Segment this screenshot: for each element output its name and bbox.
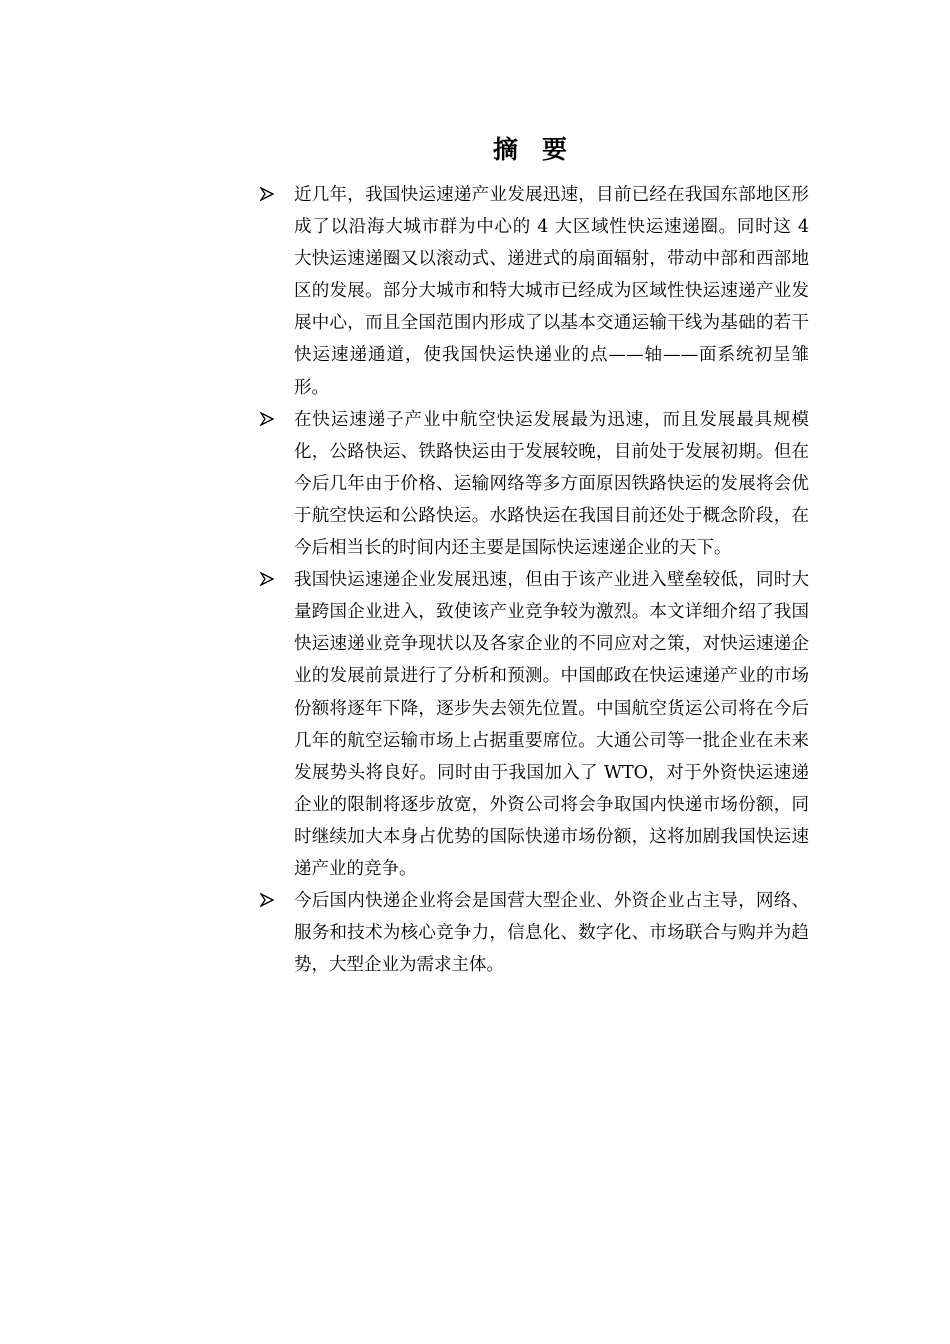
arrow-bullet-icon — [260, 412, 274, 426]
list-item-text: 近几年，我国快运速递产业发展迅速，目前已经在我国东部地区形成了以沿海大城市群为中心的 4 大区域性快运速递圈。同时这 4 大快运速递圈又以滚动式、递进式的扇面辐射，带动中部和西部地区的发展。部分大城市和特大城市已经成为区域性快运速递产业发展中心，而且全国范围内形成了以基本交通运输干线为基础的若干快运速递通道，使我国快运快递业的点——轴——面系统初呈雏形。 — [294, 185, 809, 398]
list-item-text: 在快运速递子产业中航空快运发展最为迅速，而且发展最具规模化，公路快运、铁路快运由于发展较晚，目前处于发展初期。但在今后几年由于价格、运输网络等多方面原因铁路快运的发展将会优于航空快运和公路快运。水路快运在我国目前还处于概念阶段，在今后相当长的时间内还主要是国际快运速递企业的天下。 — [294, 409, 809, 559]
list-item-text: 我国快运速递企业发展迅速，但由于该产业进入壁垒较低，同时大量跨国企业进入，致使该产业竞争较为激烈。本文详细介绍了我国快运速递业竞争现状以及各家企业的不同应对之策，对快运速递企业的发展前景进行了分析和预测。中国邮政在快运速递产业的市场份额将逐年下降，逐步失去领先位置。中国航空货运公司将在今后几年的航空运输市场上占据重要席位。大通公司等一批企业在未来发展势头将良好。同时由于我国加入了 WTO，对于外资快运速递企业的限制将逐步放宽，外资公司将会争取国内快递市场份额，同时继续加大本身占优势的国际快递市场份额，这将加剧我国快运速递产业的竞争。 — [294, 570, 809, 879]
abstract-list — [257, 179, 817, 981]
arrow-bullet-icon — [260, 187, 274, 201]
arrow-bullet-icon — [260, 893, 274, 907]
arrow-bullet-icon — [260, 572, 274, 586]
list-item — [257, 885, 817, 981]
list-item — [257, 404, 817, 564]
page-title: 摘要 — [492, 135, 591, 164]
list-item-text: 今后国内快递企业将会是国营大型企业、外资企业占主导，网络、服务和技术为核心竞争力，信息化、数字化、市场联合与购并为趋势，大型企业为需求主体。 — [294, 891, 809, 976]
list-item — [257, 564, 817, 885]
list-item — [257, 179, 817, 404]
